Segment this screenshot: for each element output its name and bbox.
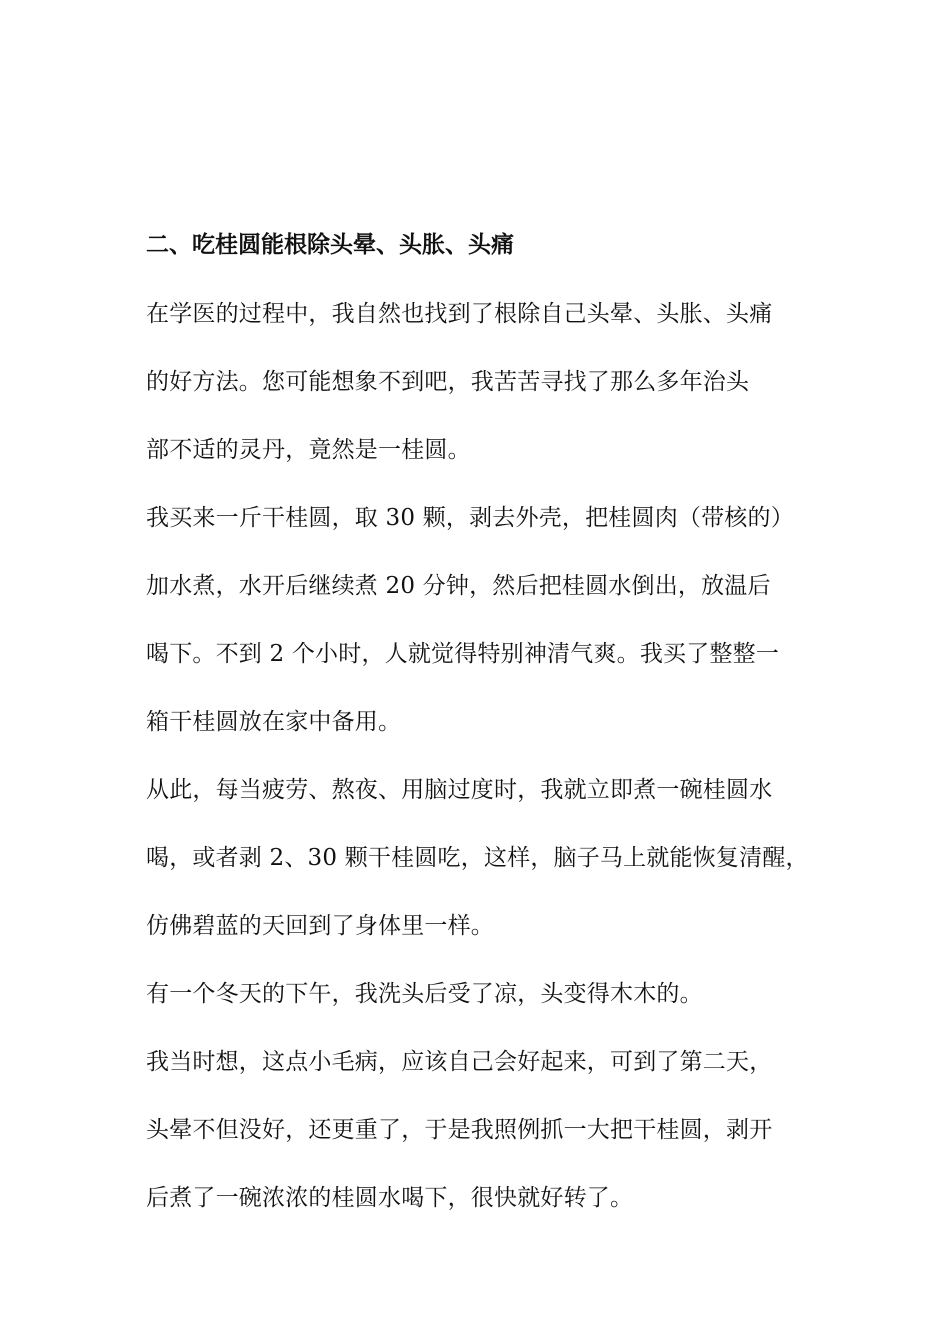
paragraph-line: 有一个冬天的下午，我洗头后受了凉，头变得木木的。 [146, 981, 703, 1007]
paragraph-5 [146, 1028, 811, 1232]
section-heading: 二、吃桂圆能根除头晕、头胀、头痛 [146, 232, 514, 258]
paragraph-line: 我买来一斤干桂圆，取 30 颗，剥去外壳，把桂圆肉（带核的） [146, 505, 794, 531]
paragraph-line: 后煮了一碗浓浓的桂圆水喝下，很快就好转了。 [146, 1185, 634, 1211]
paragraph-line: 仿佛碧蓝的天回到了身体里一样。 [146, 913, 494, 939]
paragraph-line: 我当时想，这点小毛病，应该自己会好起来，可到了第二天， [146, 1049, 773, 1075]
paragraph-line: 喝，或者剥 2、30 颗干桂圆吃，这样，脑子马上就能恢复清醒， [146, 845, 809, 871]
paragraph-line: 加水煮，水开后继续煮 20 分钟，然后把桂圆水倒出，放温后 [146, 573, 771, 599]
paragraph-line: 头晕不但没好，还更重了，于是我照例抓一大把干桂圆，剥开 [146, 1117, 773, 1143]
paragraph-3 [146, 756, 811, 960]
paragraph-line: 在学医的过程中，我自然也找到了根除自己头晕、头胀、头痛 [146, 301, 773, 327]
paragraph-line: 箱干桂圆放在家中备用。 [146, 709, 402, 735]
paragraph-4 [146, 960, 811, 1028]
paragraph-1 [146, 280, 811, 484]
paragraph-line: 的好方法。您可能想象不到吧，我苦苦寻找了那么多年治头 [146, 369, 750, 395]
paragraph-line: 喝下。不到 2 个小时，人就觉得特别神清气爽。我买了整整一 [146, 641, 780, 667]
paragraph-line: 从此，每当疲劳、熬夜、用脑过度时，我就立即煮一碗桂圆水 [146, 777, 773, 803]
paragraph-line: 部不适的灵丹，竟然是一桂圆。 [146, 437, 471, 463]
paragraph-2 [146, 484, 811, 756]
